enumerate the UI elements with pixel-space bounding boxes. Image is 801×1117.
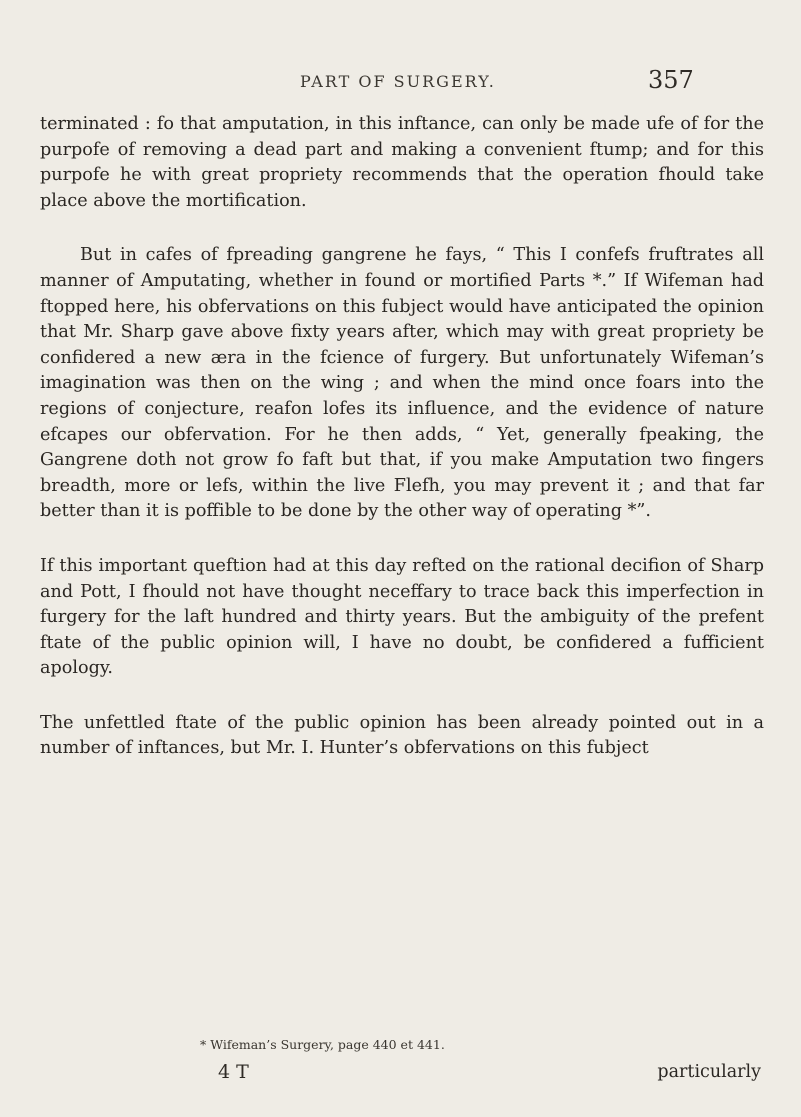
signature-mark: 4 T <box>218 1061 249 1083</box>
catchword: particularly <box>657 1062 761 1082</box>
body-text <box>40 112 764 762</box>
paragraph-3: If this important queftion had at this day refted on the rational decifion of Sharp and Pott, I fhould not have thought neceffary to trace back this imperfection in furgery for the laft hundred and thirty years. But the ambiguity of the prefent ftate of the public opinion will, I have no doubt, be confidered a fufficient apology. <box>40 555 764 679</box>
page-header <box>0 66 801 102</box>
footnote: * Wifeman’s Surgery, page 440 et 441. <box>200 1037 445 1052</box>
page-number: 357 <box>648 66 694 94</box>
running-head: PART OF SURGERY. <box>300 72 496 91</box>
paragraph-4: The unfettled ftate of the public opinion has been already pointed out in a number of inftances, but Mr. I. Hunter’s obfervations on this fubject <box>40 712 764 759</box>
paragraph-1: terminated : fo that amputation, in this inftance, can only be made ufe of for the purpofe of removing a dead part and making a convenient ftump; and for this purpofe he with great propriety recommends that the operation fhould take place above the mortification. <box>40 114 764 211</box>
paragraph-2: But in cafes of fpreading gangrene he fays, “ This I confefs fruftrates all manner of Amputating, whether in found or mortified Parts *.” If Wifeman had ftopped here, his obfervations on this fubject would have anticipated the opinion that Mr. Sharp gave above fixty years after, which may with great propriety be confidered a new æra in the fcience of furgery. But unfortunately Wifeman’s imagination was then on the wing ; and when the mind once foars into the regions of conjecture, reafon lofes its influence, and the evidence of nature efcapes our obfervation. For he then adds, “ Yet, generally fpeaking, the Gangrene doth not grow fo faft but that, if you make Amputation two fingers breadth, more or lefs, within the live Flefh, you may prevent it ; and that far better than it is poffible to be done by the other way of operating *”. <box>40 245 764 522</box>
